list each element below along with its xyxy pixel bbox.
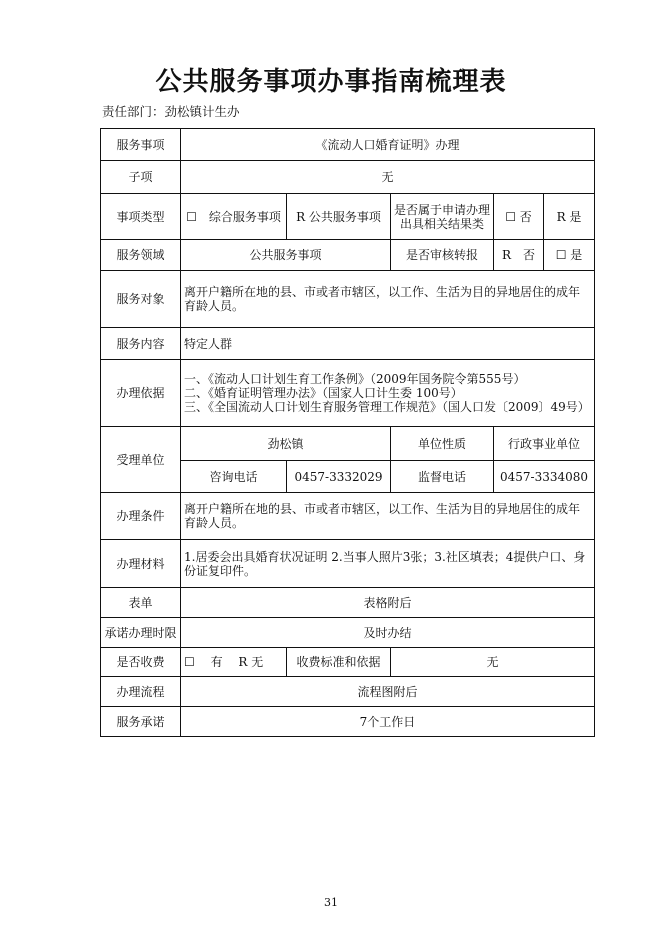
fee-label: 是否收费 (101, 648, 181, 677)
service-object-label: 服务对象 (101, 271, 181, 328)
fee-standard-value: 无 (391, 648, 595, 677)
consult-phone: 0457-3332029 (287, 461, 391, 493)
page-number: 31 (324, 896, 338, 909)
unit-label: 受理单位 (101, 427, 181, 493)
commitment-label: 服务承诺 (101, 707, 181, 737)
time-limit-value: 及时办结 (181, 618, 595, 648)
row-conditions (101, 493, 595, 540)
forms-value: 表格附后 (181, 588, 595, 618)
item-type-option-public: R 公共服务事项 (287, 194, 391, 240)
row-materials (101, 540, 595, 588)
consult-phone-label: 咨询电话 (181, 461, 287, 493)
row-time-limit (101, 618, 595, 648)
fee-standard-label: 收费标准和依据 (287, 648, 391, 677)
row-sub-item (101, 161, 595, 194)
service-object-value: 离开户籍所在地的县、市或者市辖区，以工作、生活为目的异地居住的成年育龄人员。 (181, 271, 595, 328)
process-value: 流程图附后 (181, 677, 595, 707)
review-transfer-no: R 否 (494, 240, 544, 271)
row-service-content (101, 328, 595, 360)
row-service-field (101, 240, 595, 271)
result-class-no: ☐ 否 (494, 194, 544, 240)
basis-label: 办理依据 (101, 360, 181, 427)
service-field-value: 公共服务事项 (181, 240, 391, 271)
service-item-label: 服务事项 (101, 129, 181, 161)
sub-item-label: 子项 (101, 161, 181, 194)
materials-value: 1.居委会出具婚育状况证明 2.当事人照片3张；3.社区填表；4提供户口、身份证复印件。 (181, 540, 595, 588)
basis-line: 三、《全国流动人口计划生育服务管理工作规范》（国人口发〔2009〕49号） (184, 400, 590, 414)
row-unit (101, 427, 595, 461)
basis-line: 二、《婚育证明管理办法》（国家人口计生委 100号） (184, 386, 463, 400)
unit-name: 劲松镇 (181, 427, 391, 461)
unit-nature: 行政事业单位 (494, 427, 595, 461)
unit-nature-label: 单位性质 (391, 427, 494, 461)
review-transfer-label: 是否审核转报 (391, 240, 494, 271)
responsible-department: 责任部门：劲松镇计生办 (102, 104, 240, 119)
item-type-label: 事项类型 (101, 194, 181, 240)
service-content-label: 服务内容 (101, 328, 181, 360)
result-class-question: 是否属于申请办理出具相关结果类 (391, 194, 494, 240)
materials-label: 办理材料 (101, 540, 181, 588)
review-transfer-yes: ☐ 是 (544, 240, 595, 271)
conditions-value: 离开户籍所在地的县、市或者市辖区，以工作、生活为目的异地居住的成年育龄人员。 (181, 493, 595, 540)
basis-line: 一、《流动人口计划生育工作条例》（2009年国务院令第555号） (184, 372, 526, 386)
row-forms (101, 588, 595, 618)
service-field-label: 服务领域 (101, 240, 181, 271)
service-content-value: 特定人群 (181, 328, 595, 360)
row-service-item (101, 129, 595, 161)
page-title: 公共服务事项办事指南梳理表 (155, 67, 507, 97)
service-item-value: 《流动人口婚育证明》办理 (181, 129, 595, 161)
row-item-type (101, 194, 595, 240)
supervise-phone-label: 监督电话 (391, 461, 494, 493)
row-commitment (101, 707, 595, 737)
row-process (101, 677, 595, 707)
sub-item-value: 无 (181, 161, 595, 194)
process-label: 办理流程 (101, 677, 181, 707)
row-basis (101, 360, 595, 427)
fee-options: ☐ 有 R 无 (181, 648, 287, 677)
result-class-yes: R 是 (544, 194, 595, 240)
item-type-option-comprehensive: ☐ 综合服务事项 (181, 194, 287, 240)
commitment-value: 7个工作日 (181, 707, 595, 737)
service-guide-table (100, 128, 595, 737)
supervise-phone: 0457-3334080 (494, 461, 595, 493)
basis-value (181, 360, 595, 427)
conditions-label: 办理条件 (101, 493, 181, 540)
forms-label: 表单 (101, 588, 181, 618)
row-service-object (101, 271, 595, 328)
time-limit-label: 承诺办理时限 (101, 618, 181, 648)
row-fee (101, 648, 595, 677)
